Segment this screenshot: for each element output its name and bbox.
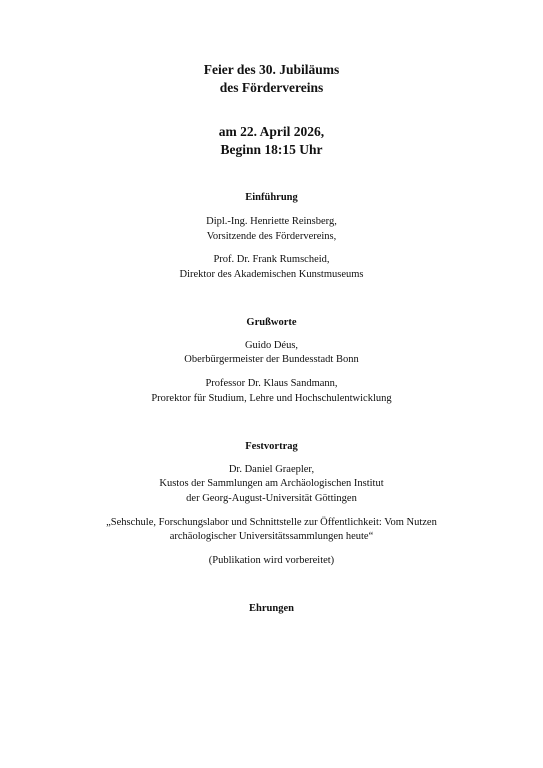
grussworte-speaker2-name: Professor Dr. Klaus Sandmann, bbox=[205, 378, 338, 389]
einfuehrung-speaker2-name: Prof. Dr. Frank Rumscheid, bbox=[213, 254, 330, 265]
festvortrag-speaker-role2: der Georg-August-Universität Göttingen bbox=[186, 493, 357, 504]
festvortrag-speaker-name: Dr. Daniel Graepler, bbox=[228, 464, 315, 475]
section-heading-ehrungen: Ehrungen bbox=[249, 603, 294, 614]
einfuehrung-speaker1-role: Vorsitzende des Fördervereins, bbox=[206, 231, 337, 242]
festvortrag-talk-title-line1: „Sehschule, Forschungslabor und Schnittstelle zur Öffentlichkeit: Vom Nutzen bbox=[106, 517, 437, 528]
event-title-line1: Feier des 30. Jubiläums bbox=[203, 62, 340, 77]
einfuehrung-speaker1-name: Dipl.-Ing. Henriette Reinsberg, bbox=[206, 216, 337, 227]
grussworte-speaker1-role: Oberbürgermeister der Bundesstadt Bonn bbox=[184, 354, 359, 365]
section-heading-grussworte: Grußworte bbox=[246, 317, 297, 328]
event-title-line2: des Fördervereins bbox=[219, 80, 324, 95]
section-heading-festvortrag: Festvortrag bbox=[245, 441, 298, 452]
event-time: Beginn 18:15 Uhr bbox=[220, 142, 323, 157]
einfuehrung-speaker2-role: Direktor des Akademischen Kunstmuseums bbox=[179, 269, 364, 280]
festvortrag-publication-note: (Publikation wird vorbereitet) bbox=[208, 555, 335, 566]
section-heading-einfuehrung: Einführung bbox=[245, 192, 298, 203]
festvortrag-speaker-role1: Kustos der Sammlungen am Archäologischen Institut bbox=[159, 478, 384, 489]
grussworte-speaker2-role: Prorektor für Studium, Lehre und Hochschulentwicklung bbox=[151, 393, 392, 404]
grussworte-speaker1-name: Guido Déus, bbox=[244, 340, 299, 351]
festvortrag-talk-title-line2: archäologischer Universitätssammlungen heute“ bbox=[169, 531, 374, 542]
event-date: am 22. April 2026, bbox=[218, 124, 325, 139]
